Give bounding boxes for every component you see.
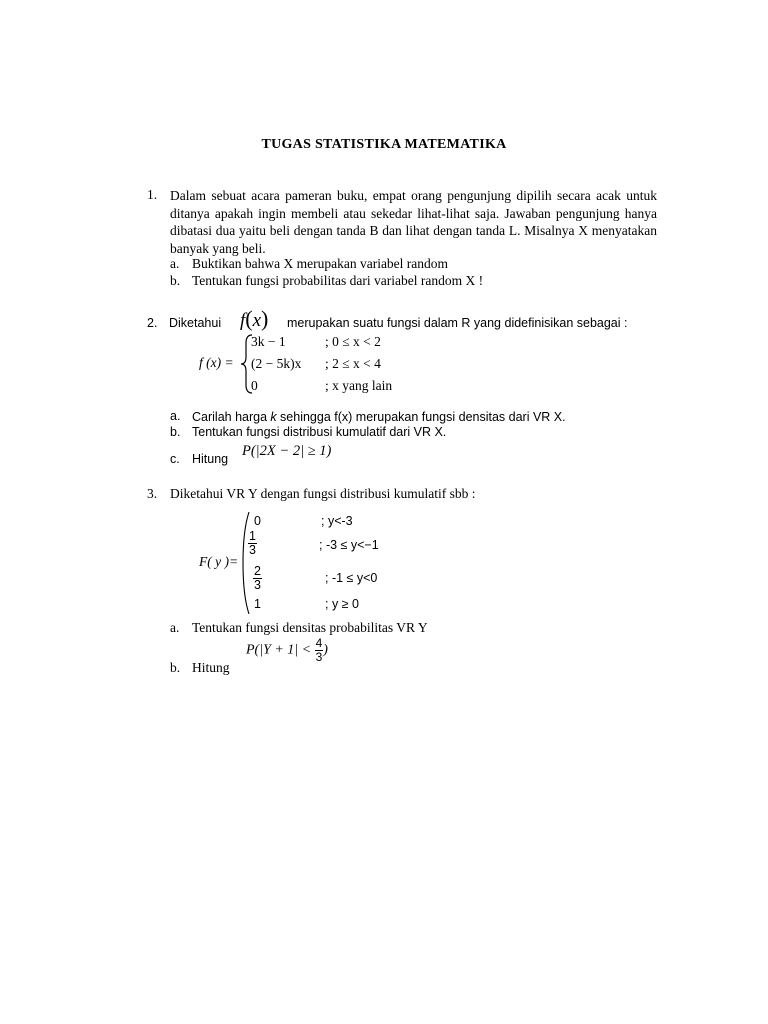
q3-case1-cond: ; y<-3 [321, 514, 353, 528]
q3-lhs: F( y )= [199, 554, 239, 569]
q1-text [170, 187, 657, 257]
q1-a-label: a. [170, 256, 180, 271]
q2-a-k: k [270, 410, 277, 424]
q3-case3-frac [253, 565, 262, 592]
q2-a-text [192, 409, 566, 425]
q2-lead: Diketahui [169, 316, 222, 330]
q3-b-num: 4 [315, 636, 323, 650]
q3-b-expr-pre: P(|Y + 1| < [246, 642, 312, 658]
q2-c-expr: P(|2X − 2| ≥ 1) [242, 443, 332, 459]
q3-case3-den: 3 [254, 578, 261, 592]
q2-lhs: f (x) = [199, 355, 234, 370]
q2-b-label: b. [170, 425, 181, 439]
q2-b-text: Tentukan fungsi distribusi kumulatif dari VR X. [192, 425, 447, 439]
q2-fx-rparen: ) [261, 306, 269, 331]
q1-b-label: b. [170, 273, 181, 288]
q2-c-text: Hitung [192, 452, 229, 466]
q2-a-label: a. [170, 409, 181, 423]
q2-case1-expr: 3k − 1 [251, 334, 286, 349]
q1-number: 1. [147, 187, 158, 202]
q3-case4-cond: ; y ≥ 0 [325, 597, 359, 611]
q1-a-text: Buktikan bahwa X merupakan variabel random [192, 256, 449, 271]
q3-a-text: Tentukan fungsi densitas probabilitas VR Y [192, 620, 428, 635]
q3-case2-num: 1 [249, 529, 256, 543]
q2-case3-expr: 0 [251, 378, 258, 393]
q3-b-text: Hitung [192, 660, 230, 675]
q3-case3-num: 2 [254, 564, 261, 578]
q2-case1-cond: ; 0 ≤ x < 2 [325, 334, 381, 349]
q2-fx-lparen: ( [245, 306, 253, 331]
q3-b-label: b. [170, 660, 181, 675]
q3-case2-frac [248, 530, 257, 557]
document-title: TUGAS STATISTIKA MATEMATIKA [261, 137, 507, 152]
q2-case2-cond: ; 2 ≤ x < 4 [325, 356, 381, 371]
q3-b-expr-post: ) [323, 642, 328, 658]
q3-b-den: 3 [315, 650, 323, 664]
q2-a-post: sehingga f(x) merupakan fungsi densitas dari VR X. [280, 410, 566, 424]
q3-number: 3. [147, 486, 158, 501]
q3-lead: Diketahui VR Y dengan fungsi distribusi kumulatif sbb : [170, 486, 476, 501]
q1-b-text: Tentukan fungsi probabilitas dari variabel random X ! [192, 273, 484, 288]
q3-case3-cond: ; -1 ≤ y<0 [325, 571, 378, 585]
q2-a-pre: Carilah harga [192, 410, 268, 424]
q3-b-expr [246, 637, 328, 664]
q2-fx-symbol [240, 306, 268, 332]
q3-case1-expr: 0 [254, 514, 261, 528]
q3-case2-cond: ; -3 ≤ y<−1 [319, 538, 379, 552]
q3-case4-expr: 1 [254, 597, 261, 611]
q2-case3-cond: ; x yang lain [325, 378, 393, 393]
q3-case2-den: 3 [249, 543, 256, 557]
q2-number: 2. [147, 316, 158, 330]
q1-paragraph: Dalam sebuat acara pameran buku, empat orang pengunjung dipilih secara acak untuk ditanya apakah ingin membeli atau sekedar lihat-lihat saja. Jawaban pengunjung hanya dibatasi dua yaitu beli dengan tanda B dan lihat dengan tanda L. Misalnya X menyatakan banyak yang beli. [170, 188, 657, 256]
q2-fx-x: x [252, 310, 262, 331]
q3-paren-icon [241, 510, 251, 616]
q2-lead-rest: merupakan suatu fungsi dalam R yang didefinisikan sebagai : [287, 316, 628, 330]
q2-case2-expr: (2 − 5k)x [251, 356, 302, 371]
q2-fx-f: f [240, 310, 246, 331]
q3-a-label: a. [170, 620, 180, 635]
q2-c-label: c. [170, 452, 180, 466]
